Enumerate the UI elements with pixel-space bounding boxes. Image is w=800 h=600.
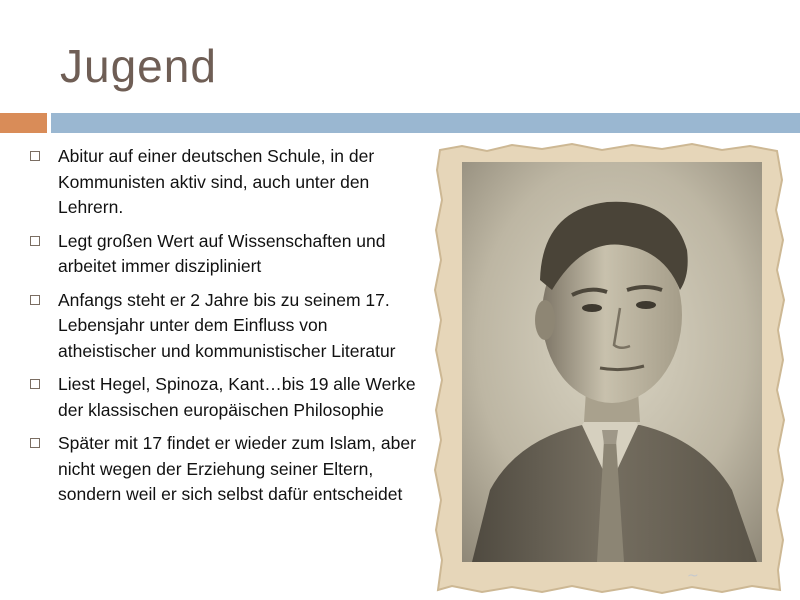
bullet-text: Liest Hegel, Spinoza, Kant…bis 19 alle Werke der klassischen europäischen Philosophie [58, 374, 416, 420]
stamp-mark: ~ [687, 568, 699, 584]
square-bullet-icon [30, 295, 40, 305]
slide-title: Jugend [60, 40, 217, 92]
title-rule-bar [51, 113, 800, 133]
bullet-text: Abitur auf einer deutschen Schule, in der Kommunisten aktiv sind, auch unter den Lehrern. [58, 146, 375, 217]
portrait-photo [432, 140, 787, 595]
list-item [30, 288, 425, 365]
square-bullet-icon [30, 438, 40, 448]
list-item [30, 431, 425, 508]
bullet-list [30, 144, 425, 516]
square-bullet-icon [30, 379, 40, 389]
vintage-portrait-photo-icon [432, 140, 787, 595]
square-bullet-icon [30, 151, 40, 161]
list-item [30, 229, 425, 280]
title-rule-accent [0, 113, 47, 133]
bullet-text: Anfangs steht er 2 Jahre bis zu seinem 17. Lebensjahr unter dem Einfluss von atheistischer und kommunistischer Literatur [58, 289, 396, 361]
bullet-text: Später mit 17 findet er wieder zum Islam, aber nicht wegen der Erziehung seiner Eltern, sondern weil er sich selbst dafür entscheidet [58, 433, 416, 504]
bullet-text: Legt großen Wert auf Wissenschaften und arbeitet immer diszipliniert [58, 230, 386, 276]
list-item [30, 144, 425, 221]
list-item [30, 372, 425, 423]
square-bullet-icon [30, 236, 40, 246]
